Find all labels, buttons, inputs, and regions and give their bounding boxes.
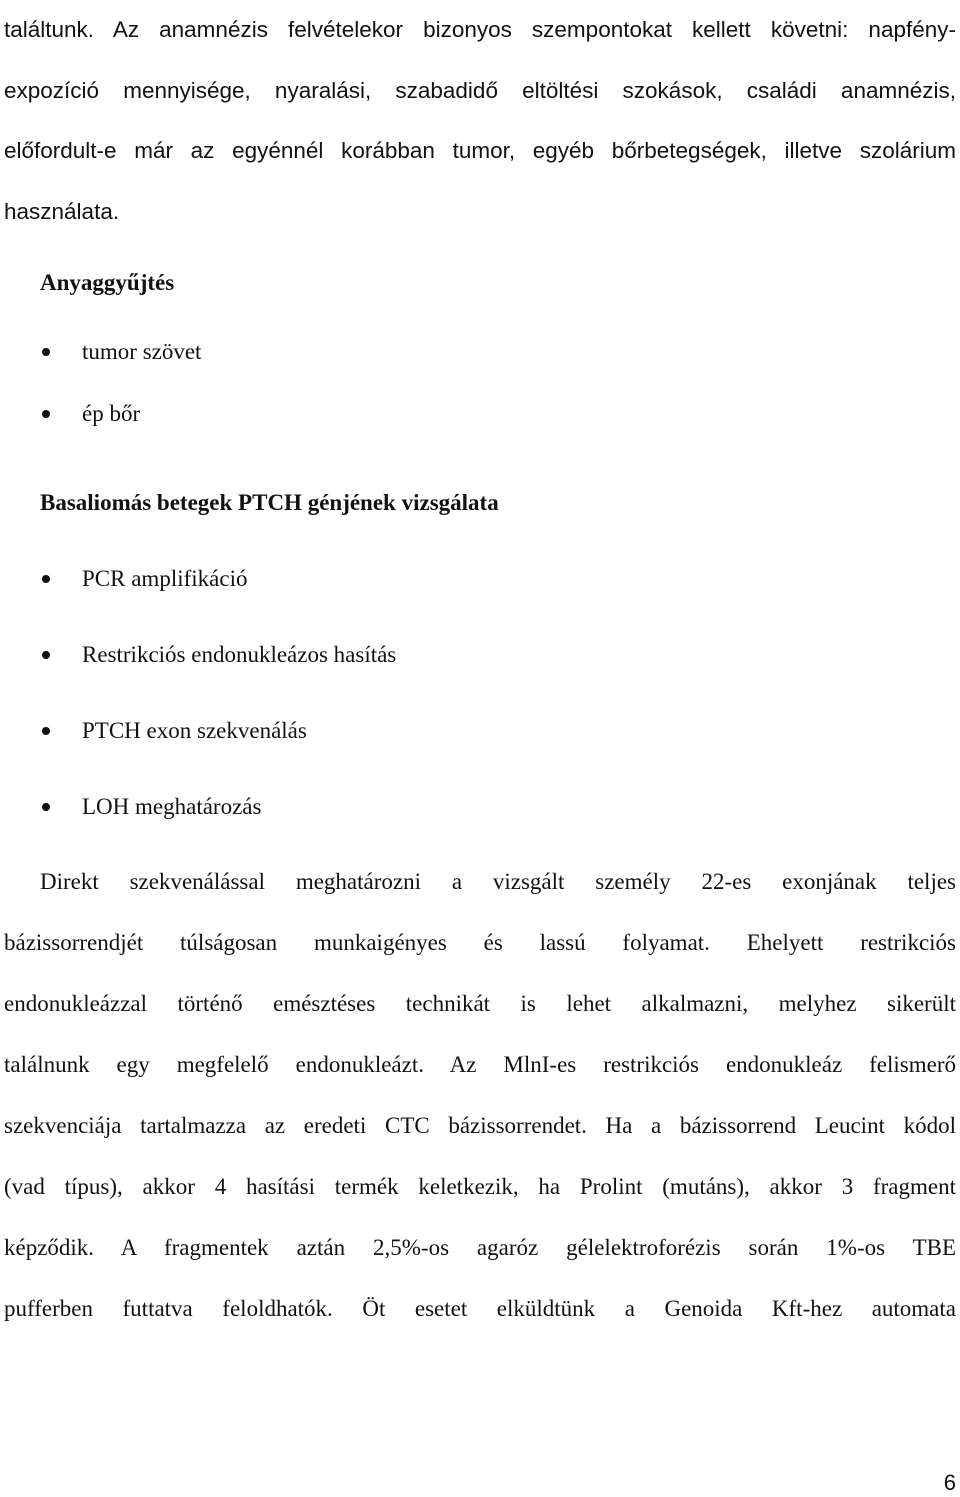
body-line: képződik. A fragmentek aztán 2,5%-os agaróz gélelektroforézis során 1%-os TBE <box>4 1235 956 1260</box>
section-heading-ptch-analysis: Basaliomás betegek PTCH génjének vizsgálata <box>40 490 499 515</box>
bullet-icon <box>42 575 50 583</box>
intro-line: találtunk. Az anamnézis felvételekor bizonyos szempontokat kellett követni: napfény- <box>4 17 956 42</box>
intro-paragraph <box>4 0 956 243</box>
intro-line: használata. <box>4 199 120 225</box>
body-line: találnunk egy megfelelő endonukleázt. Az MlnI-es restrikciós endonukleáz felismerő <box>4 1052 956 1077</box>
intro-line: expozíció mennyisége, nyaralási, szabadidő eltöltési szokások, családi anamnézis, <box>4 77 956 103</box>
bullet-icon <box>42 410 50 418</box>
intro-line: előfordult-e már az egyénnél korábban tumor, egyéb bőrbetegségek, illetve szolárium <box>4 138 956 164</box>
bullet-icon <box>42 727 50 735</box>
body-line: pufferben futtatva feloldhatók. Öt esetet elküldtünk a Genoida Kft-hez automata <box>4 1296 956 1321</box>
body-paragraph <box>4 867 956 1355</box>
document-page: találtunk. Az anamnézis felvételekor bizonyos szempontokat kellett követni: napfény- expozíció mennyisége, nyaralási, szabadidő eltöltési szokások, családi anamnézis, előfordult-e már az egyénnél korábban tumor, egyéb bőrbetegségek, illetve szolárium használata. Anyaggyűjtés tumor szövet ép bőr Basaliomás betegek PTCH génjének vizsgálata PCR amplifikáció Restrikciós endonukleázos hasítás PTCH exon szekvenálás LOH meghatározás Direkt szekvenálással meghatározni a vizsgált személy 22-es exonjának teljes bázissorrendjét túlságosan munkaigényes és lassú folyamat. Ehelyett restrikciós endonukleázzal történő emésztéses technikát is lehet alkalmazni, melyhez sikerült találnunk egy megfelelő endonukleázt. Az MlnI-es restrikciós endonukleáz felismerő szekvenciája tartalmazza az eredeti CTC bázissorrendet. Ha a bázissorrend Leucint kódol (vad típus), akkor 4 hasítási termék keletkezik, ha Prolint (mutáns), akkor 3 fragment képződik. A fragmentek aztán 2,5%-os agaróz gélelektroforézis során 1%-os TBE pufferben futtatva feloldhatók. Öt esetet elküldtünk a Genoida Kft-hez automata 6 <box>0 0 960 1497</box>
body-line: szekvenciája tartalmazza az eredeti CTC bázissorrendet. Ha a bázissorrend Leucint kódol <box>4 1113 956 1138</box>
bullet-icon <box>42 803 50 811</box>
body-line: Direkt szekvenálással meghatározni a vizsgált személy 22-es exonjának teljes <box>40 869 956 894</box>
body-line: (vad típus), akkor 4 hasítási termék keletkezik, ha Prolint (mutáns), akkor 3 fragment <box>4 1174 956 1199</box>
bullet-icon <box>42 348 50 356</box>
body-line: endonukleázzal történő emésztéses technikát is lehet alkalmazni, melyhez sikerült <box>4 991 956 1016</box>
section-heading-material-collection: Anyaggyűjtés <box>40 270 175 295</box>
page-number: 6 <box>943 1470 956 1495</box>
bullet-icon <box>42 651 50 659</box>
body-line: bázissorrendjét túlságosan munkaigényes és lassú folyamat. Ehelyett restrikciós <box>4 930 956 955</box>
